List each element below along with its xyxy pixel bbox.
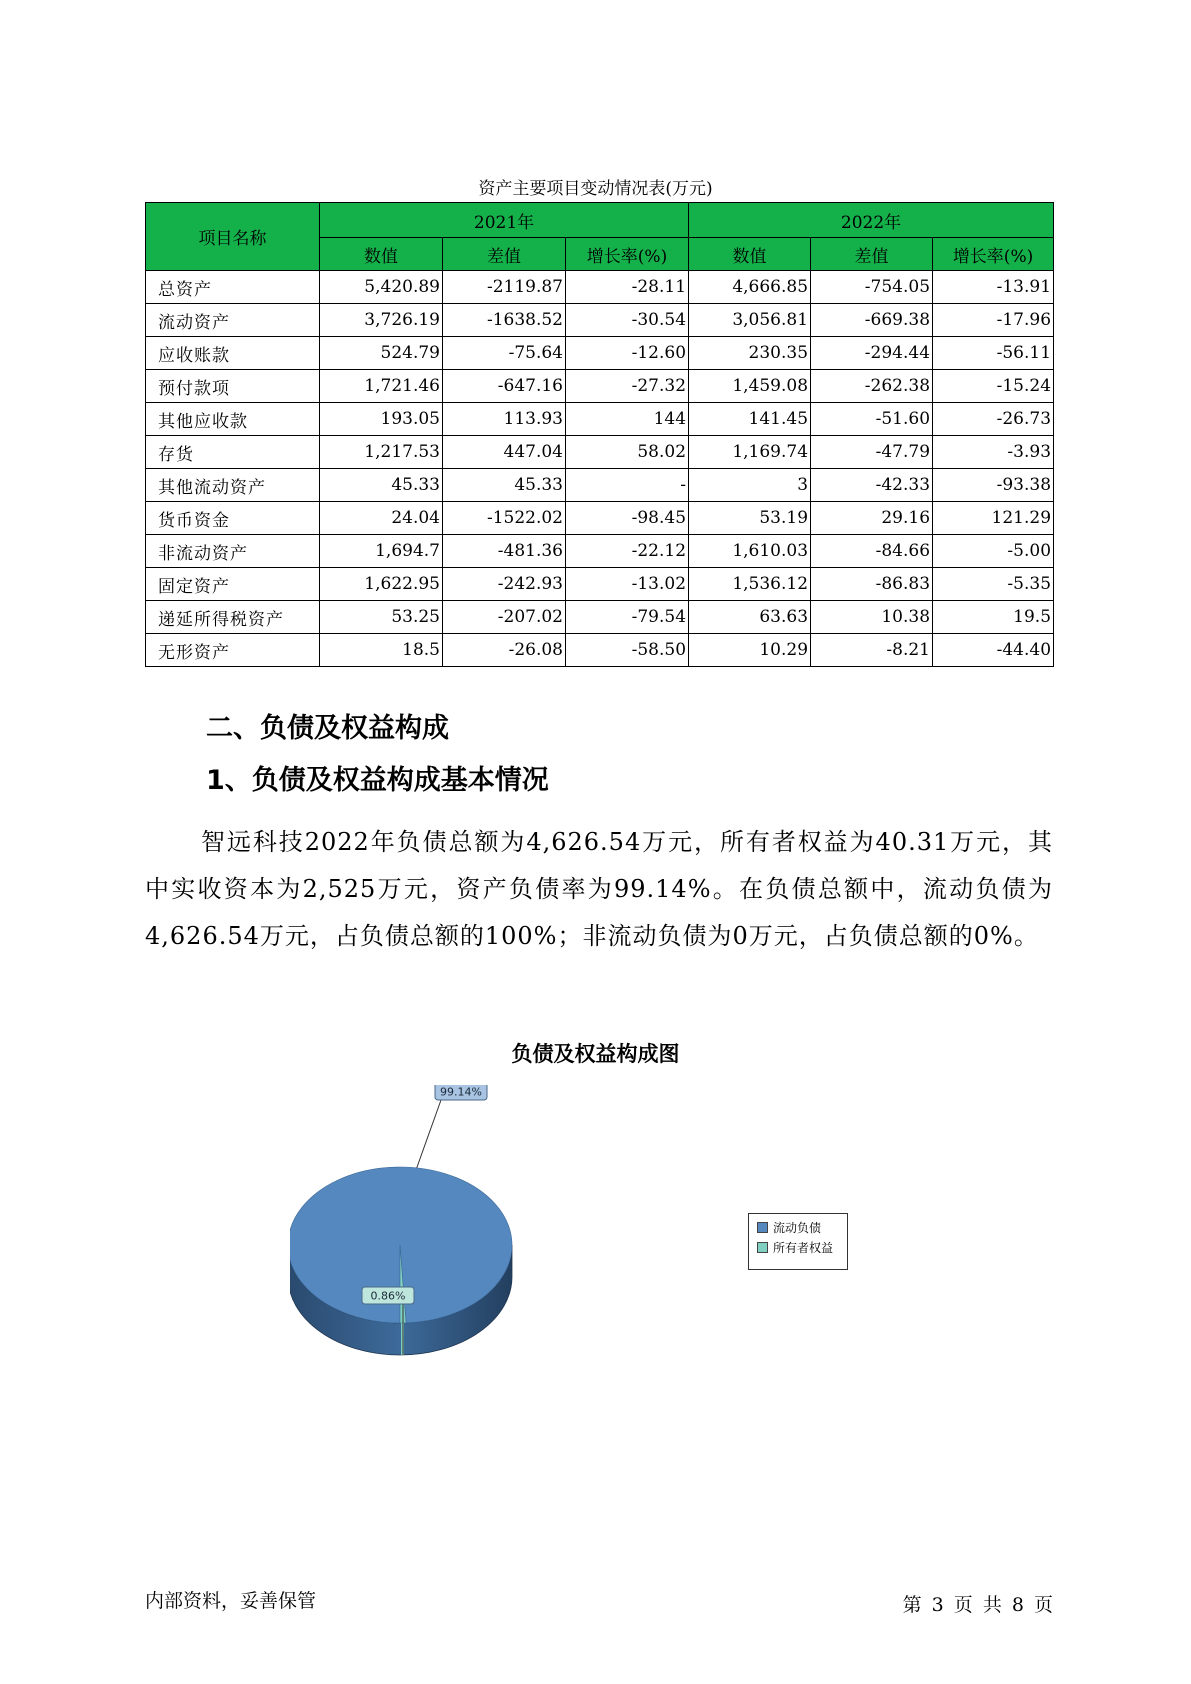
table-row [146, 403, 1054, 436]
chart-title: 负债及权益构成图 [511, 1042, 680, 1066]
header-diff: 差值 [811, 238, 933, 271]
table-cell: 447.04 [443, 436, 566, 469]
row-label: 无形资产 [146, 634, 320, 667]
table-cell: -294.44 [811, 337, 933, 370]
row-label: 预付款项 [146, 370, 320, 403]
table-cell: 524.79 [320, 337, 443, 370]
header-year-2022: 2022年 [689, 203, 1054, 238]
chart-legend [748, 1213, 848, 1270]
row-label: 固定资产 [146, 568, 320, 601]
pie-chart [290, 1085, 610, 1405]
footer-page-number: 第 3 页 共 8 页 [902, 1594, 1053, 1616]
table-cell: 58.02 [566, 436, 689, 469]
legend-swatch [757, 1242, 768, 1253]
table-cell: 1,169.74 [689, 436, 811, 469]
legend-swatch [757, 1222, 768, 1233]
table-row [146, 337, 1054, 370]
table-cell: 113.93 [443, 403, 566, 436]
table-cell: -1522.02 [443, 502, 566, 535]
header-diff: 差值 [443, 238, 566, 271]
row-label: 非流动资产 [146, 535, 320, 568]
table-cell: 1,610.03 [689, 535, 811, 568]
table-cell: 53.19 [689, 502, 811, 535]
table-cell: 3,056.81 [689, 304, 811, 337]
table-cell: 1,217.53 [320, 436, 443, 469]
header-value: 数值 [320, 238, 443, 271]
table-cell: -51.60 [811, 403, 933, 436]
table-cell: -42.33 [811, 469, 933, 502]
row-label: 递延所得税资产 [146, 601, 320, 634]
table-cell: -26.08 [443, 634, 566, 667]
table-cell: -13.02 [566, 568, 689, 601]
table-cell: -754.05 [811, 271, 933, 304]
table-row [146, 370, 1054, 403]
row-label: 总资产 [146, 271, 320, 304]
table-row [146, 601, 1054, 634]
row-label: 货币资金 [146, 502, 320, 535]
table-cell: -3.93 [933, 436, 1054, 469]
table-cell: 5,420.89 [320, 271, 443, 304]
table-cell: -15.24 [933, 370, 1054, 403]
table-row [146, 469, 1054, 502]
table-cell: -47.79 [811, 436, 933, 469]
data-label: 99.14% [440, 1085, 482, 1099]
table-cell: -79.54 [566, 601, 689, 634]
table-cell: 10.29 [689, 634, 811, 667]
table-cell: -12.60 [566, 337, 689, 370]
table-cell: -93.38 [933, 469, 1054, 502]
table-row [146, 304, 1054, 337]
table-cell: 63.63 [689, 601, 811, 634]
table-cell: -13.91 [933, 271, 1054, 304]
table-cell: 3,726.19 [320, 304, 443, 337]
subsection-heading: 1、负债及权益构成基本情况 [206, 765, 549, 796]
row-label: 存货 [146, 436, 320, 469]
table-cell: 45.33 [443, 469, 566, 502]
table-cell: 230.35 [689, 337, 811, 370]
table-caption: 资产主要项目变动情况表(万元) [478, 179, 713, 199]
table-row [146, 535, 1054, 568]
table-cell: -22.12 [566, 535, 689, 568]
row-label: 其他应收款 [146, 403, 320, 436]
legend-label: 所有者权益 [773, 1240, 834, 1255]
section-heading: 二、负债及权益构成 [206, 713, 449, 744]
table-cell: 1,694.7 [320, 535, 443, 568]
table-cell: 29.16 [811, 502, 933, 535]
table-cell: -56.11 [933, 337, 1054, 370]
footer-confidential: 内部资料，妥善保管 [145, 1590, 317, 1612]
table-cell: -30.54 [566, 304, 689, 337]
legend-label: 流动负债 [773, 1220, 822, 1235]
table-cell: -481.36 [443, 535, 566, 568]
table-cell: -5.35 [933, 568, 1054, 601]
table-cell: 1,622.95 [320, 568, 443, 601]
row-label: 应收账款 [146, 337, 320, 370]
table-cell: -75.64 [443, 337, 566, 370]
summary-paragraph: 智远科技2022年负债总额为4,626.54万元，所有者权益为40.31万元，其中实收资本为2,525万元，资产负债率为99.14%。在负债总额中，流动负债为4,626.54万元，占负债总额的100%；非流动负债为0万元，占负债总额的0%。 [145, 828, 1053, 950]
table-cell: 18.5 [320, 634, 443, 667]
table-cell: 121.29 [933, 502, 1054, 535]
table-cell: 141.45 [689, 403, 811, 436]
table-cell: -44.40 [933, 634, 1054, 667]
table-cell: -58.50 [566, 634, 689, 667]
table-row [146, 436, 1054, 469]
table-cell: -98.45 [566, 502, 689, 535]
legend-item [757, 1240, 847, 1254]
table-cell: -242.93 [443, 568, 566, 601]
asset-change-table [145, 202, 1054, 667]
table-cell: -17.96 [933, 304, 1054, 337]
header-year-2021: 2021年 [320, 203, 689, 238]
table-cell: -84.66 [811, 535, 933, 568]
table-cell: -647.16 [443, 370, 566, 403]
table-cell: -86.83 [811, 568, 933, 601]
table-cell: - [566, 469, 689, 502]
table-cell: 3 [689, 469, 811, 502]
legend-item [757, 1220, 847, 1234]
table-cell: 4,666.85 [689, 271, 811, 304]
table-cell: 144 [566, 403, 689, 436]
table-row [146, 271, 1054, 304]
table-cell: -1638.52 [443, 304, 566, 337]
table-cell: 193.05 [320, 403, 443, 436]
table-cell: 24.04 [320, 502, 443, 535]
header-growth: 增长率(%) [566, 238, 689, 271]
table-cell: -8.21 [811, 634, 933, 667]
table-cell: 45.33 [320, 469, 443, 502]
row-label: 其他流动资产 [146, 469, 320, 502]
table-body [146, 271, 1054, 667]
table-cell: -207.02 [443, 601, 566, 634]
table-cell: -2119.87 [443, 271, 566, 304]
header-item-name: 项目名称 [146, 203, 320, 271]
table-cell: 19.5 [933, 601, 1054, 634]
table-cell: -5.00 [933, 535, 1054, 568]
table-cell: 1,721.46 [320, 370, 443, 403]
row-label: 流动资产 [146, 304, 320, 337]
header-growth: 增长率(%) [933, 238, 1054, 271]
table-row [146, 502, 1054, 535]
table-cell: 1,536.12 [689, 568, 811, 601]
table-cell: -28.11 [566, 271, 689, 304]
data-label: 0.86% [370, 1289, 406, 1303]
table-cell: 53.25 [320, 601, 443, 634]
table-cell: -669.38 [811, 304, 933, 337]
table-cell: -27.32 [566, 370, 689, 403]
header-value: 数值 [689, 238, 811, 271]
table-row [146, 568, 1054, 601]
table-cell: 1,459.08 [689, 370, 811, 403]
table-cell: 10.38 [811, 601, 933, 634]
data-label-leader [417, 1100, 441, 1168]
table-cell: -262.38 [811, 370, 933, 403]
table-cell: -26.73 [933, 403, 1054, 436]
table-row [146, 634, 1054, 667]
